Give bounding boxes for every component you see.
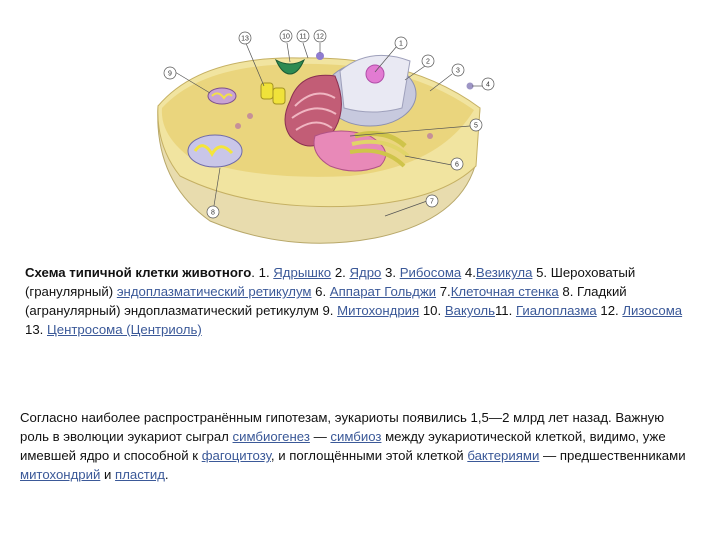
link-vesicle[interactable]: Везикула	[475, 265, 533, 280]
marker-label-11: 11	[299, 33, 307, 41]
link-symbiogenesis[interactable]: симбиогенез	[232, 429, 310, 444]
link-bacteria[interactable]: бактериями	[467, 448, 540, 463]
figure-caption: Схема типичной клетки животного. 1. Ядрышко 2. Ядро 3. Рибосома 4.Везикула 5. Шероховатый (гранулярный) эндоплазматический ретикулум 6. Аппарат Гольджи 7.Клеточная стенка 8. Гладкий (агранулярный) эндоплазматический ретикулум 9. Митохондрия 10. Вакуоль11. Гиалоплазма 12. Лизосома 13. Центросома (Центриоль)	[25, 265, 683, 337]
link-nucleolus[interactable]: Ядрышко	[273, 265, 332, 280]
nucleolus	[366, 65, 384, 83]
link-mitochondrion[interactable]: Митохондрия	[337, 303, 420, 318]
marker-label-12: 12	[316, 33, 324, 41]
link-golgi-apparatus[interactable]: Аппарат Гольджи	[329, 284, 437, 299]
marker-label-6: 6	[455, 161, 459, 169]
link-mitochondria[interactable]: митохондрий	[20, 467, 101, 482]
animal-cell-illustration	[140, 16, 500, 256]
link-nucleus[interactable]: Ядро	[349, 265, 382, 280]
nucleus-cutaway	[340, 55, 410, 112]
marker-label-1: 1	[399, 40, 403, 48]
marker-label-10: 10	[282, 33, 290, 41]
link-lysosome[interactable]: Лизосома	[622, 303, 683, 318]
marker-label-2: 2	[426, 58, 430, 66]
marker-label-8: 8	[211, 209, 215, 217]
link-plastids[interactable]: пластид	[115, 467, 165, 482]
link-symbiosis[interactable]: симбиоз	[330, 429, 382, 444]
link-phagocytosis[interactable]: фагоцитозу	[201, 448, 271, 463]
link-centrosome[interactable]: Центросома (Центриоль)	[47, 322, 202, 337]
marker-label-7: 7	[430, 198, 434, 206]
centrosome	[261, 83, 273, 99]
marker-label-4: 4	[486, 81, 490, 89]
caption-title: Схема типичной клетки животного	[25, 265, 252, 280]
marker-label-9: 9	[168, 70, 172, 78]
link-hyaloplasm[interactable]: Гиалоплазма	[515, 303, 597, 318]
lysosome	[316, 52, 324, 60]
link-cell-wall[interactable]: Клеточная стенка	[450, 284, 559, 299]
marker-label-13: 13	[241, 35, 249, 43]
link-endoplasmic-reticulum[interactable]: эндоплазматический ретикулум	[116, 284, 312, 299]
link-vacuole[interactable]: Вакуоль	[444, 303, 495, 318]
link-ribosome[interactable]: Рибосома	[399, 265, 462, 280]
body-paragraph: Согласно наиболее распространённым гипотезам, эукариоты появились 1,5—2 млрд лет назад. Важную роль в эволюции эукариот сыграл симбиогенез — симбиоз между эукариотической клеткой, видимо, уже имевшей ядро и способной к фагоцитозу, и поглощёнными этой клеткой бактериями — предшественниками митохондрий и пластид.	[20, 410, 686, 482]
marker-label-5: 5	[474, 122, 478, 130]
marker-label-3: 3	[456, 67, 460, 75]
